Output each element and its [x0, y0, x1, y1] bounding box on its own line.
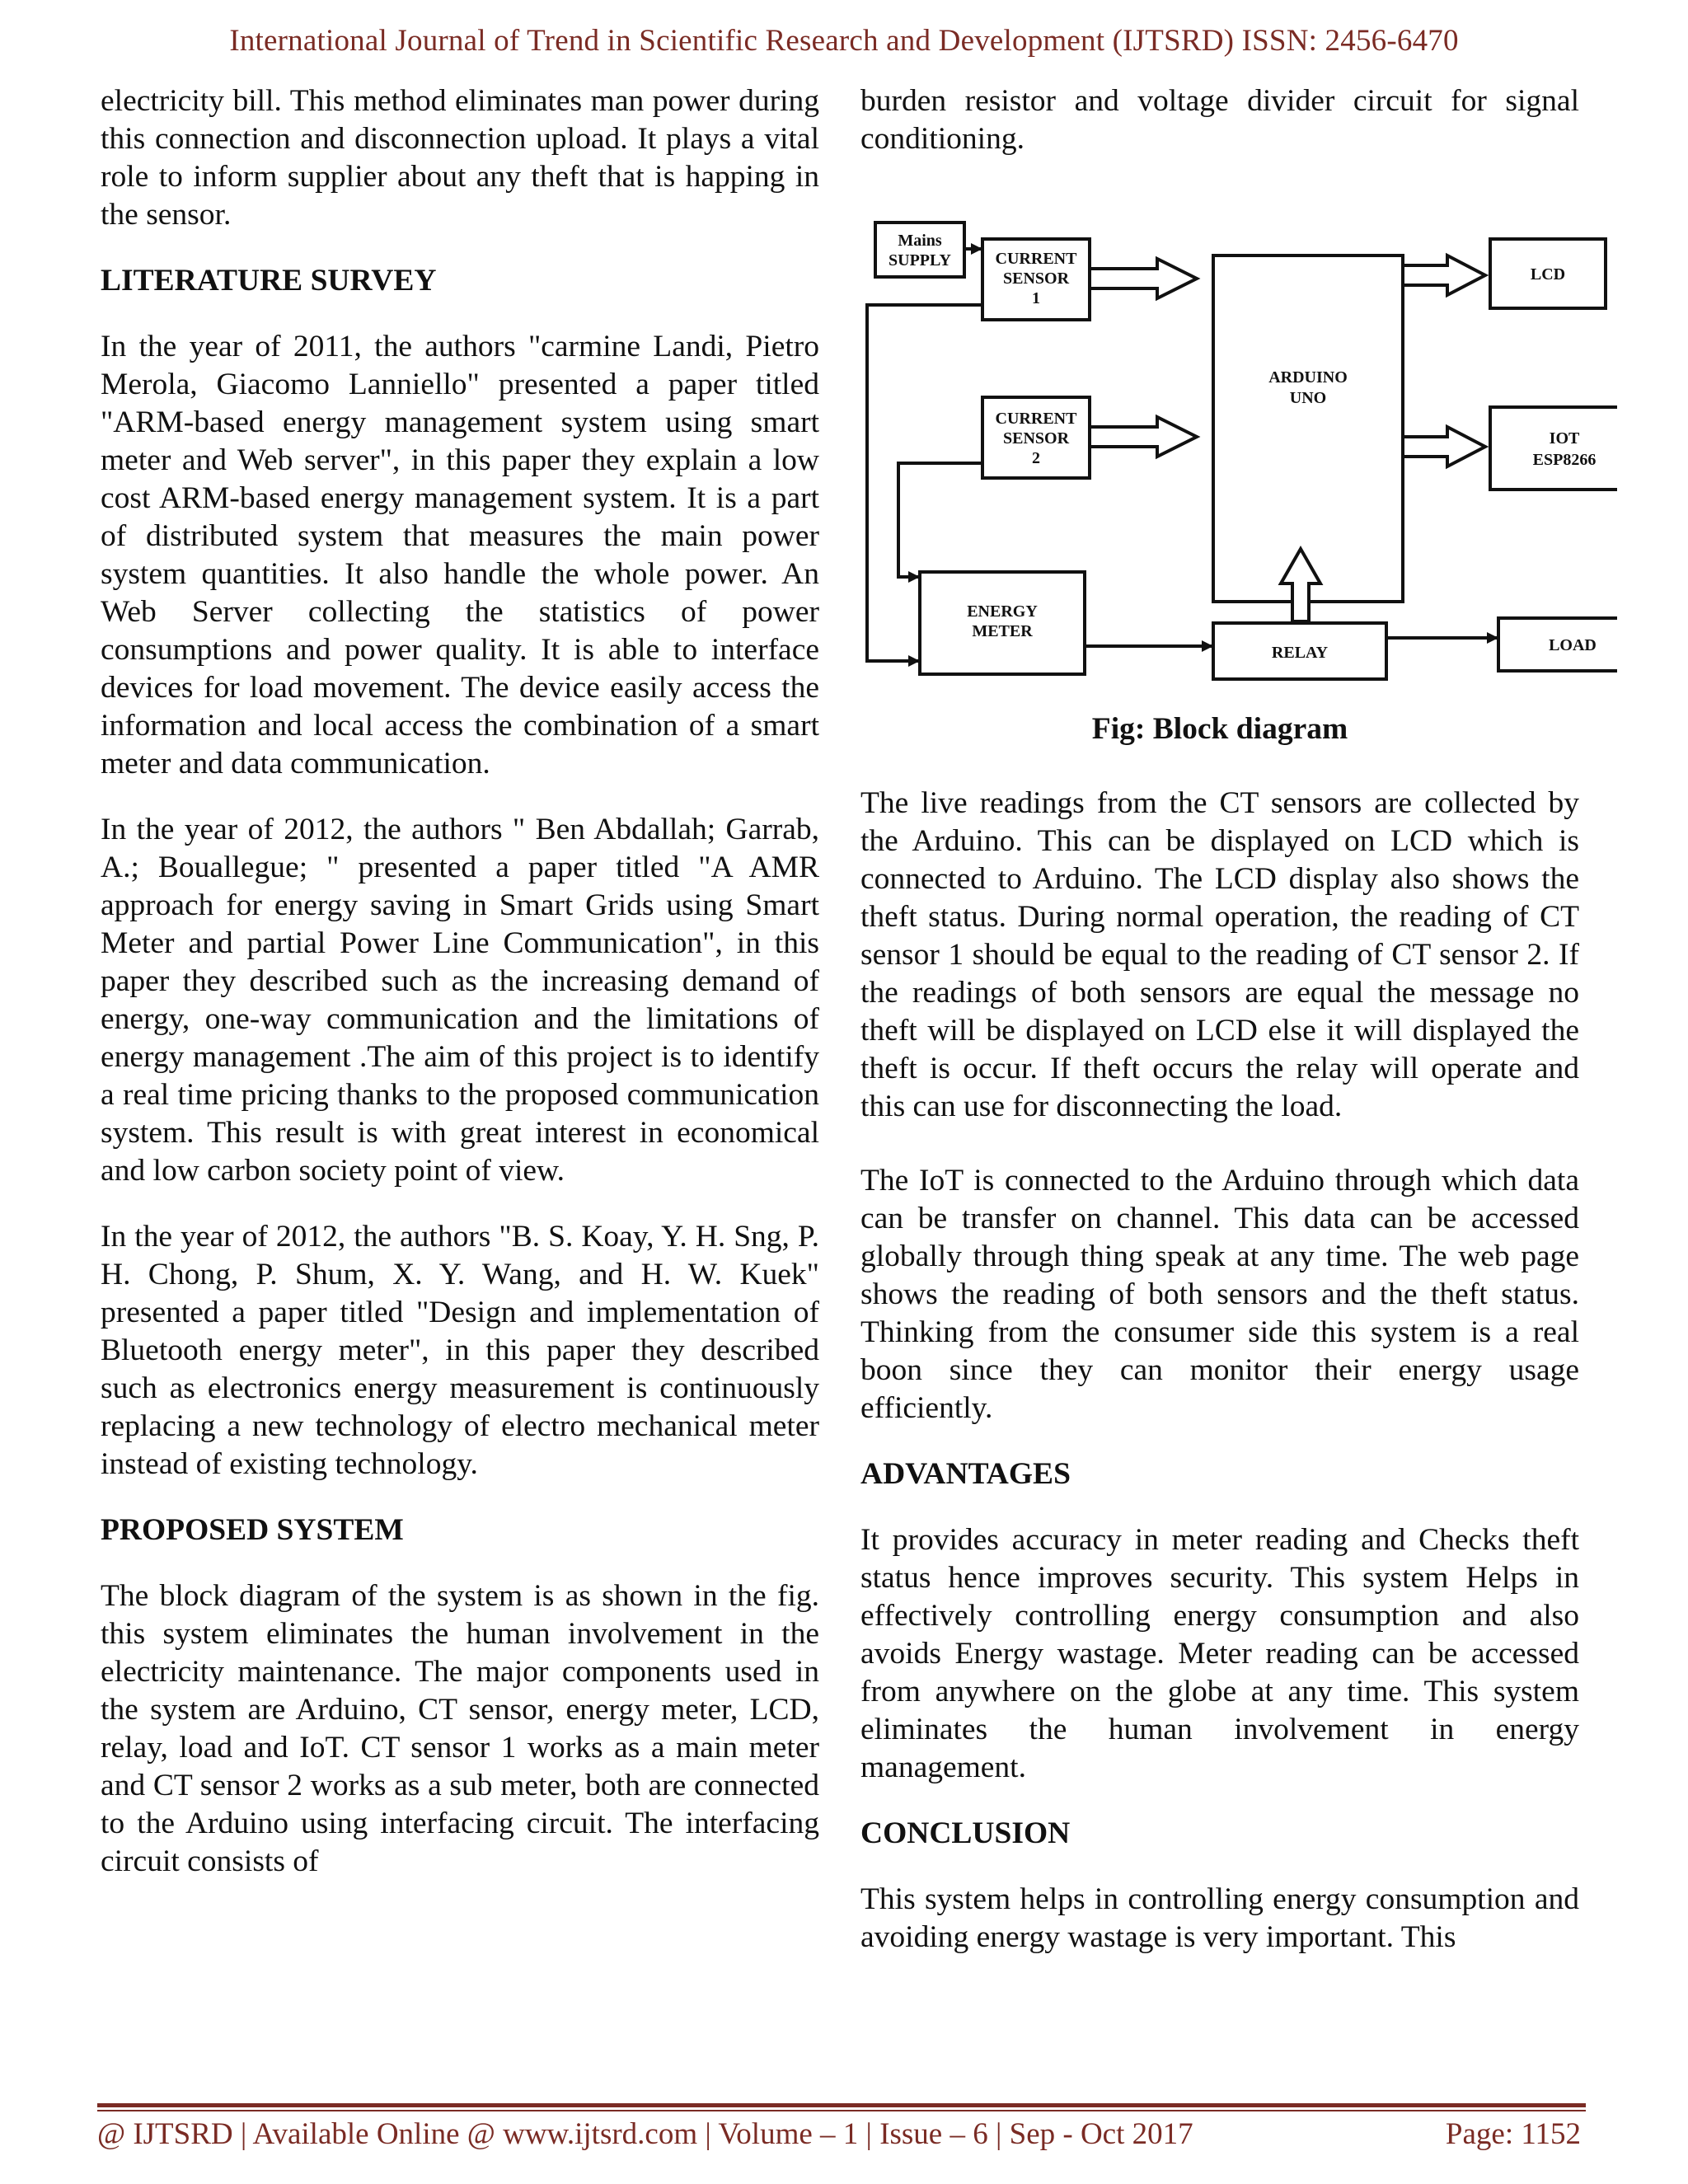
footer-divider [97, 2103, 1586, 2107]
right-column [860, 82, 1597, 1957]
diagram-label: SENSOR [1002, 269, 1070, 288]
diagram-label: SENSOR [1002, 429, 1070, 448]
paragraph: This system helps in controlling energy consumption and avoiding energy wastage is very important. This [860, 1882, 1579, 1954]
paragraph: The live readings from the CT sensors are collected by the Arduino. This can be displayed on LCD which is connected to Arduino. The LCD display also shows the theft status. During normal operation, the reading of CT sensor 1 should be equal to the reading of CT sensor 2. If the readings of both sensors are equal the message no theft will be displayed on LCD else it will displayed the theft is occur. If theft occurs the relay will operate and this can use for disconnecting the load. [860, 786, 1579, 1123]
journal-header: International Journal of Trend in Scientific Research and Development (IJTSRD) ISSN: 2456-6470 [229, 24, 1459, 58]
diagram-label: 2 [1032, 449, 1040, 467]
page-number: Page: 1152 [1445, 2117, 1581, 2151]
diagram-label: ENERGY [967, 602, 1038, 621]
paragraph: The block diagram of the system is as shown in the fig. this system eliminates the human involvement in the electricity maintenance. The major components used in the system are Arduino, CT sensor, energy meter, LCD, relay, load and IoT. CT sensor 1 works as a main meter and CT sensor 2 works as a sub meter, both are connected to the Arduino using interfacing circuit. The interfacing circuit consists of [101, 1579, 819, 1878]
diagram-label: METER [972, 622, 1033, 640]
diagram-label: LOAD [1549, 636, 1597, 654]
diagram-label: ARDUINO [1268, 368, 1348, 387]
iot-box [1490, 407, 1617, 490]
diagram-label: RELAY [1271, 644, 1329, 662]
diagram-label: ESP8266 [1532, 451, 1597, 469]
diagram-label: IOT [1549, 429, 1580, 448]
diagram-label: CURRENT [995, 250, 1077, 268]
diagram-label: SUPPLY [889, 251, 951, 269]
page-footer [97, 2116, 1581, 2152]
block-diagram [851, 216, 1617, 710]
paragraph: It provides accuracy in meter reading and Checks theft status hence improves security. This system Helps in effectively controlling energy consumption and also avoids Energy wastage. Meter reading can be accessed from anywhere on the globe at any time. This system eliminates the human involvement in energy management. [860, 1523, 1579, 1784]
paragraph: electricity bill. This method eliminates man power during this connection and disconnection upload. It plays a vital role to inform supplier about any theft that is happing in the sensor. [101, 84, 819, 232]
diagram-label: UNO [1289, 389, 1327, 407]
paragraph: In the year of 2011, the authors "carmine Landi, Pietro Merola, Giacomo Lanniello" presented a paper titled "ARM-based energy management system using smart meter and Web server", in this paper they explain a low cost ARM-based energy management system. It is a part of distributed system that measures the main power system quantities. It also handle the whole power. An Web Server collecting the statistics of power consumptions and power quality. It is able to interface devices for load movement. The device easily access the information and local access the combination of a smart meter and data communication. [101, 330, 819, 780]
block-diagram-figure [851, 216, 1617, 710]
paragraph: In the year of 2012, the authors " Ben Abdallah; Garrab, A.; Bouallegue; " presented a paper titled "A AMR approach for energy saving in Smart Grids using Smart Meter and partial Power Line Communication", in this paper they described such as the increasing demand of energy, one-way communication and the limitations of energy management .The aim of this project is to identify a real time pricing thanks to the proposed communication system. This result is with great interest in economical and low carbon society point of view. [101, 813, 819, 1188]
footer-divider-thin [97, 2110, 1586, 2111]
diagram-label: LCD [1530, 265, 1566, 284]
diagram-label: Mains [898, 232, 942, 250]
figure-caption: Fig: Block diagram [1091, 712, 1348, 746]
section-heading-conclusion: CONCLUSION [860, 1816, 1071, 1850]
paragraph: In the year of 2012, the authors "B. S. Koay, Y. H. Sng, P. H. Chong, P. Shum, X. Y. Wang, and H. W. Kuek" presented a paper titled "Design and implementation of Bluetooth energy meter", in this paper they described such as electronics energy measurement is continuously replacing a new technology of electro mechanical meter instead of existing technology. [101, 1220, 819, 1481]
arduino-uno-box [1213, 255, 1403, 602]
diagram-label: CURRENT [995, 410, 1077, 428]
paragraph: The IoT is connected to the Arduino through which data can be transfer on channel. This data can be accessed globally through thing speak at any time. The web page shows the reading of both sensors and the theft status. Thinking from the consumer side this system is a real boon since they can monitor their energy usage efficiently. [860, 1164, 1579, 1425]
section-heading-advantages: ADVANTAGES [860, 1457, 1071, 1491]
footer-journal-info: @ IJTSRD | Available Online @ www.ijtsrd.com | Volume – 1 | Issue – 6 | Sep - Oct 2017 [97, 2117, 1193, 2151]
paragraph: burden resistor and voltage divider circuit for signal conditioning. [860, 84, 1579, 156]
left-column [101, 82, 819, 1881]
section-heading-literature-survey: LITERATURE SURVEY [101, 264, 437, 298]
section-heading-proposed-system: PROPOSED SYSTEM [101, 1513, 404, 1547]
diagram-label: 1 [1032, 289, 1040, 307]
